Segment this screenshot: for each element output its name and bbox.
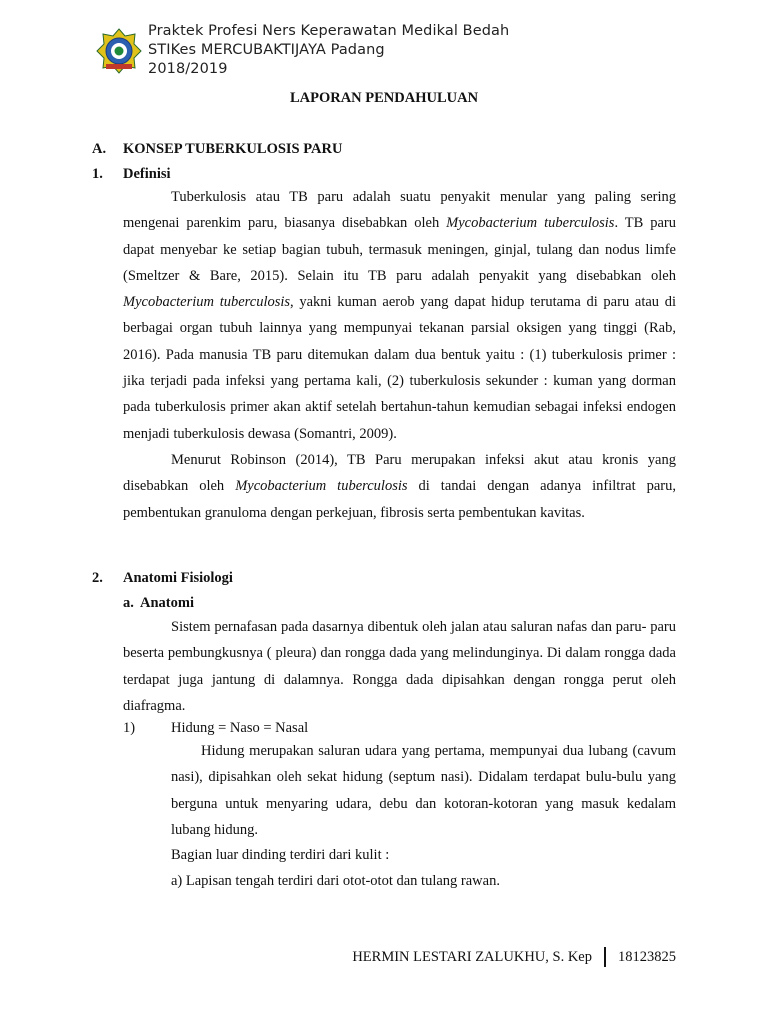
section-a-heading: KONSEP TUBERKULOSIS PARU xyxy=(123,141,343,157)
sub-1-heading: Hidung = Naso = Nasal xyxy=(171,720,309,736)
anatomy-paragraph: Sistem pernafasan pada dasarnya dibentuk oleh jalan atau saluran nafas dan paru- paru beserta pembungkusnya ( pleura) dan rongga dada yang melindunginya. Di dalam rongga dada terdapat juga jantung di dalamnya. Rongga dada dipisahkan dengan rongga perut oleh diafragma. xyxy=(123,619,676,714)
section-a-label: A. xyxy=(92,141,107,157)
item-2a-label: a. xyxy=(123,595,134,611)
item-1-label: 1. xyxy=(92,166,103,182)
definition-paragraph-2: Menurut Robinson (2014), TB Paru merupakan infeksi akut atau kronis yang disebabkan oleh Mycobacterium tuberculosis di tandai dengan adanya infiltrat paru, pembentukan granuloma dengan perkejuan, fibrosis serta pembentukan kavitas. xyxy=(123,451,677,521)
institution-logo xyxy=(96,28,142,74)
hidung-paragraph: Hidung merupakan saluran udara yang pertama, mempunyai dua lubang (cavum nasi), dipisahkan oleh sekat hidung (septum nasi). Didalam terdapat bulu-bulu yang berguna untuk menyaring udara, debu dan kotoran-kotoran yang masuk kedalam lubang hidung. xyxy=(171,743,676,838)
header-line-2: STIKes MERCUBAKTIJAYA Padang xyxy=(148,42,385,58)
header-line-1: Praktek Profesi Ners Keperawatan Medikal Bedah xyxy=(148,23,510,39)
student-number: 18123825 xyxy=(618,948,676,965)
bagian-luar-text: Bagian luar dinding terdiri dari kulit : xyxy=(171,847,390,863)
sub-1-label: 1) xyxy=(123,720,136,736)
item-2-heading: Anatomi Fisiologi xyxy=(123,570,233,586)
definition-paragraph-1: Tuberkulosis atau TB paru adalah suatu penyakit menular yang paling sering mengenai parenkim paru, biasanya disebabkan oleh Mycobacterium tuberculosis. TB paru dapat menyebar ke setiap bagian tubuh, termasuk meningen, ginjal, tulang dan nodus limfe (Smeltzer & Bare, 2015). Selain itu TB paru adalah penyakit yang disebabkan oleh Mycobacterium tuberculosis, yakni kuman aerob yang dapat hidup terutama di paru atau di berbagai organ tubuh lainnya yang mempunyai tekanan parsial oksigen yang tinggi (Rab, 2016). Pada manusia TB paru ditemukan dalam dua bentuk yaitu : (1) tuberkulosis primer : jika terjadi pada infeksi yang pertama kali, (2) tuberkulosis sekunder : kuman yang dorman pada tuberkulosis primer akan aktif setelah bertahun-tahun kemudian sebagai infeksi endogen menjadi tuberkulosis dewasa (Somantri, 2009). xyxy=(123,189,677,442)
definition-paragraphs xyxy=(123,184,676,526)
item-2a-heading: Anatomi xyxy=(140,595,194,611)
header-line-3: 2018/2019 xyxy=(148,61,228,77)
document-title: LAPORAN PENDAHULUAN xyxy=(289,90,479,106)
item-1-heading: Definisi xyxy=(123,166,171,182)
page-footer xyxy=(352,947,676,967)
page-header xyxy=(96,22,696,82)
author-name: HERMIN LESTARI ZALUKHU, S. Kep xyxy=(352,948,592,965)
lapisan-text: a) Lapisan tengah terdiri dari otot-otot dan tulang rawan. xyxy=(171,873,500,889)
item-2-label: 2. xyxy=(92,570,103,586)
footer-separator xyxy=(604,947,606,967)
